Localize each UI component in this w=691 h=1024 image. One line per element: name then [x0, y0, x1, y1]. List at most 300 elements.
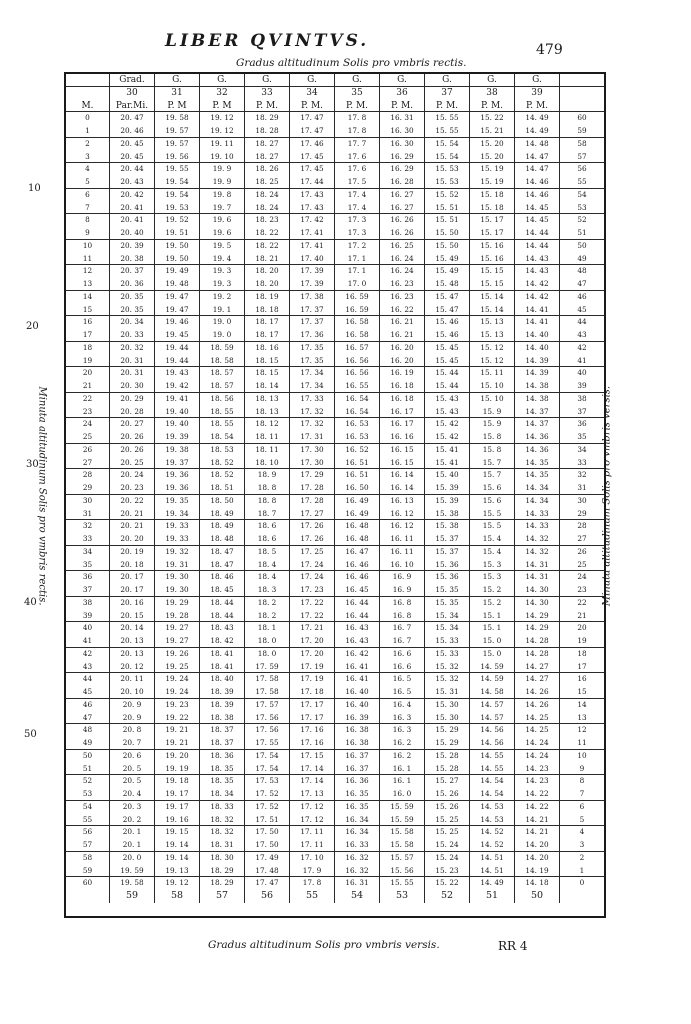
value-cell: 18. 22: [245, 227, 290, 240]
value-cell: 14. 27: [515, 673, 560, 686]
minute-cell: 1: [66, 125, 110, 138]
value-cell: 17. 10: [290, 852, 335, 865]
value-cell: 19. 2: [200, 291, 245, 304]
value-cell: 16. 37: [335, 750, 380, 763]
value-cell: 15. 11: [470, 367, 515, 380]
value-cell: 17. 52: [245, 801, 290, 814]
value-cell: 18. 44: [200, 610, 245, 623]
reverse-minute-cell: 46: [577, 291, 587, 301]
value-cell: 19. 0: [200, 316, 245, 329]
value-cell: 18. 10: [245, 457, 290, 470]
minute-cell: 25: [66, 431, 110, 444]
value-cell: 18. 47: [200, 546, 245, 559]
value-cell: 19. 48: [155, 278, 200, 291]
value-cell: 16. 19: [380, 367, 425, 380]
value-cell: 15. 44: [425, 380, 470, 393]
value-cell: 16. 0: [380, 788, 425, 801]
value-cell: 19. 21: [155, 737, 200, 750]
value-cell: 19. 30: [155, 571, 200, 584]
value-cell: 18. 27: [245, 151, 290, 164]
value-cell: 15. 38: [425, 508, 470, 521]
value-cell: 17. 34: [290, 367, 335, 380]
value-cell: 18. 43: [200, 622, 245, 635]
value-cell: 16. 17: [380, 418, 425, 431]
value-cell: 14. 47: [515, 151, 560, 164]
minute-cell: 37: [66, 584, 110, 597]
value-cell: 14. 39: [515, 355, 560, 368]
value-cell: 17. 23: [290, 584, 335, 597]
value-cell: 15. 6: [470, 495, 515, 508]
value-cell: 16. 26: [380, 227, 425, 240]
value-cell: 19. 42: [155, 380, 200, 393]
value-cell: 20. 11: [110, 673, 155, 686]
degree-label: G.: [470, 74, 515, 87]
value-cell: 15. 53: [425, 176, 470, 189]
running-title: LIBER QVINTVS.: [165, 31, 370, 51]
value-cell: 15. 13: [470, 329, 515, 342]
value-cell: 16. 6: [380, 661, 425, 674]
value-cell: 20. 14: [110, 622, 155, 635]
value-cell: 19. 40: [155, 418, 200, 431]
value-cell: 15. 43: [425, 406, 470, 419]
degree-label: G.: [290, 74, 335, 87]
minute-cell: 19: [66, 355, 110, 368]
value-cell: 19. 7: [200, 202, 245, 215]
value-cell: 18. 51: [200, 482, 245, 495]
value-cell: 15. 17: [470, 227, 515, 240]
value-cell: 14. 53: [470, 801, 515, 814]
value-cell: 17. 44: [290, 176, 335, 189]
value-cell: 17. 55: [245, 737, 290, 750]
reverse-minute-cell: 26: [577, 546, 587, 556]
unit-label: P. M.: [335, 100, 380, 113]
value-cell: 17. 47: [245, 877, 290, 890]
value-cell: 15. 6: [470, 482, 515, 495]
value-cell: 20. 1: [110, 839, 155, 852]
value-cell: 16. 15: [380, 444, 425, 457]
value-cell: 15. 34: [425, 622, 470, 635]
value-cell: 14. 44: [515, 240, 560, 253]
value-cell: 14. 48: [515, 138, 560, 151]
value-cell: 17. 45: [290, 151, 335, 164]
value-cell: 17. 26: [290, 520, 335, 533]
value-cell: 17. 57: [245, 699, 290, 712]
value-cell: 18. 6: [245, 533, 290, 546]
value-cell: 16. 30: [380, 125, 425, 138]
minute-cell: 45: [66, 686, 110, 699]
value-cell: 14. 35: [515, 469, 560, 482]
value-cell: 15. 51: [425, 202, 470, 215]
value-cell: 15. 5: [470, 520, 515, 533]
value-cell: 19. 56: [155, 151, 200, 164]
value-cell: 14. 21: [515, 826, 560, 839]
value-cell: 15. 3: [470, 571, 515, 584]
value-cell: 20. 13: [110, 635, 155, 648]
value-cell: 15. 47: [425, 291, 470, 304]
value-cell: 15. 32: [425, 673, 470, 686]
value-cell: 17. 59: [245, 661, 290, 674]
value-cell: 16. 9: [380, 584, 425, 597]
value-cell: 15. 32: [425, 661, 470, 674]
value-cell: 15. 50: [425, 240, 470, 253]
value-cell: 14. 46: [515, 189, 560, 202]
value-cell: 15. 22: [470, 112, 515, 125]
minute-cell: 57: [66, 839, 110, 852]
value-cell: 14. 30: [515, 584, 560, 597]
value-cell: 15. 37: [425, 546, 470, 559]
value-cell: 18. 27: [245, 138, 290, 151]
value-cell: 16. 4: [380, 699, 425, 712]
value-cell: 15. 55: [425, 125, 470, 138]
left-side-caption: Minuta altitudinum Solis pro vmbris rectis.: [36, 386, 48, 606]
unit-label: P. M.: [380, 100, 425, 113]
minute-cell: 59: [66, 865, 110, 878]
value-cell: 14. 43: [515, 253, 560, 266]
value-cell: 17. 47: [290, 112, 335, 125]
value-cell: 20. 41: [110, 214, 155, 227]
value-cell: 17. 43: [290, 202, 335, 215]
value-cell: 14. 27: [515, 661, 560, 674]
value-cell: 19. 32: [155, 546, 200, 559]
value-cell: 20. 37: [110, 265, 155, 278]
value-cell: 16. 27: [380, 202, 425, 215]
value-cell: 14. 56: [470, 737, 515, 750]
value-cell: 19. 27: [155, 635, 200, 648]
value-cell: 15. 35: [425, 584, 470, 597]
value-cell: 17. 14: [290, 775, 335, 788]
value-cell: 16. 3: [380, 712, 425, 725]
value-cell: 19. 5: [200, 240, 245, 253]
value-cell: 16. 59: [335, 304, 380, 317]
reverse-minute-cell: 53: [560, 202, 604, 215]
value-cell: 15. 21: [470, 125, 515, 138]
value-cell: 19. 49: [155, 265, 200, 278]
value-cell: 18. 56: [200, 393, 245, 406]
reverse-minute-cell: 39: [560, 380, 604, 393]
reverse-minute-cell: 17: [560, 661, 604, 674]
value-cell: 18. 13: [245, 406, 290, 419]
value-cell: 17. 6: [335, 151, 380, 164]
value-cell: 16. 11: [380, 546, 425, 559]
value-cell: 20. 0: [110, 852, 155, 865]
header-empty-cell: [560, 100, 604, 113]
value-cell: 14. 33: [515, 520, 560, 533]
value-cell: 17. 14: [290, 763, 335, 776]
value-cell: 17. 35: [290, 342, 335, 355]
value-cell: 15. 4: [470, 546, 515, 559]
value-cell: 14. 51: [470, 852, 515, 865]
value-cell: 15. 3: [470, 559, 515, 572]
value-cell: 20. 12: [110, 661, 155, 674]
minute-cell: 31: [66, 508, 110, 521]
value-cell: 14. 52: [470, 826, 515, 839]
value-cell: 14. 41: [515, 316, 560, 329]
value-cell: 20. 30: [110, 380, 155, 393]
value-cell: 17. 50: [245, 839, 290, 852]
value-cell: 18. 50: [200, 495, 245, 508]
value-cell: 15. 23: [425, 865, 470, 878]
value-cell: 18. 22: [245, 240, 290, 253]
value-cell: 16. 59: [335, 291, 380, 304]
reverse-minute-cell: 56: [577, 164, 587, 174]
value-cell: 15. 22: [425, 877, 470, 890]
value-cell: 16. 30: [380, 138, 425, 151]
reverse-minute-cell: 44: [577, 317, 587, 327]
value-cell: 18. 9: [245, 469, 290, 482]
value-cell: 15. 8: [470, 444, 515, 457]
right-side-caption: Minuta altitudinum Solis pro vmbris versis.: [601, 385, 613, 607]
value-cell: 20. 1: [110, 826, 155, 839]
value-cell: 14. 49: [470, 877, 515, 890]
page-number: 479: [536, 42, 563, 58]
value-cell: 17. 13: [290, 788, 335, 801]
reverse-minute-cell: 3: [560, 839, 604, 852]
value-cell: 14. 52: [470, 839, 515, 852]
value-cell: 18. 29: [200, 865, 245, 878]
value-cell: 19. 47: [155, 291, 200, 304]
value-cell: 15. 16: [470, 253, 515, 266]
value-cell: 14. 49: [515, 112, 560, 125]
value-cell: 20. 35: [110, 291, 155, 304]
value-cell: 16. 10: [380, 559, 425, 572]
value-cell: 16. 20: [380, 342, 425, 355]
value-cell: 18. 4: [245, 559, 290, 572]
value-cell: 18. 20: [245, 265, 290, 278]
value-cell: 15. 7: [470, 469, 515, 482]
minute-cell: 23: [66, 406, 110, 419]
minute-cell: 20: [66, 367, 110, 380]
value-cell: 18. 14: [245, 380, 290, 393]
value-cell: 14. 44: [515, 227, 560, 240]
value-cell: 16. 21: [380, 329, 425, 342]
minute-cell: 33: [66, 533, 110, 546]
value-cell: 14. 36: [515, 431, 560, 444]
reverse-minute-cell: 9: [560, 763, 604, 776]
value-cell: 15. 47: [425, 304, 470, 317]
value-cell: 19. 26: [155, 648, 200, 661]
value-cell: 14. 20: [515, 839, 560, 852]
reverse-minute-cell: 24: [577, 572, 587, 582]
minute-cell: 44: [66, 673, 110, 686]
value-cell: 19. 39: [155, 431, 200, 444]
degree-value: 33: [245, 87, 290, 100]
value-cell: 16. 47: [335, 546, 380, 559]
value-cell: 15. 5: [470, 508, 515, 521]
value-cell: 19. 53: [155, 202, 200, 215]
minute-cell: 40: [66, 622, 110, 635]
value-cell: 15. 0: [470, 635, 515, 648]
value-cell: 16. 14: [380, 469, 425, 482]
reverse-minute-cell: 42: [577, 342, 587, 352]
value-cell: 18. 57: [200, 380, 245, 393]
value-cell: 18. 55: [200, 418, 245, 431]
minute-cell: 38: [66, 597, 110, 610]
value-cell: 16. 2: [380, 750, 425, 763]
minute-cell: 55: [66, 814, 110, 827]
minute-cell: 42: [66, 648, 110, 661]
minute-cell: 56: [66, 826, 110, 839]
value-cell: 16. 8: [380, 597, 425, 610]
value-cell: 16. 18: [380, 393, 425, 406]
value-cell: 16. 43: [335, 622, 380, 635]
value-cell: 16. 34: [335, 826, 380, 839]
value-cell: 16. 36: [335, 775, 380, 788]
minute-cell: 60: [66, 877, 110, 890]
unit-label: P. M: [155, 100, 200, 113]
reverse-minute-cell: 31: [560, 482, 604, 495]
value-cell: 19. 46: [155, 316, 200, 329]
value-cell: 16. 41: [335, 661, 380, 674]
value-cell: 16. 48: [335, 533, 380, 546]
value-cell: 16. 18: [380, 380, 425, 393]
value-cell: 15. 12: [470, 342, 515, 355]
value-cell: 16. 23: [380, 278, 425, 291]
value-cell: 16. 7: [380, 635, 425, 648]
value-cell: 20. 21: [110, 520, 155, 533]
unit-label: P. M.: [290, 100, 335, 113]
footer-degree: 59: [110, 890, 155, 903]
value-cell: 15. 4: [470, 533, 515, 546]
value-cell: 18. 21: [245, 253, 290, 266]
degree-label: G.: [380, 74, 425, 87]
value-cell: 16. 9: [380, 571, 425, 584]
value-cell: 18. 24: [245, 189, 290, 202]
minute-cell: 3: [66, 151, 110, 164]
minute-cell: 27: [66, 457, 110, 470]
minute-cell: 6: [66, 189, 110, 202]
value-cell: 16. 40: [335, 686, 380, 699]
value-cell: 18. 8: [245, 495, 290, 508]
value-cell: 16. 41: [335, 673, 380, 686]
value-cell: 15. 15: [470, 278, 515, 291]
unit-label: P. M.: [245, 100, 290, 113]
value-cell: 19. 19: [155, 763, 200, 776]
value-cell: 18. 49: [200, 508, 245, 521]
value-cell: 16. 20: [380, 355, 425, 368]
value-cell: 16. 1: [380, 775, 425, 788]
value-cell: 19. 58: [110, 877, 155, 890]
minute-cell: 18: [66, 342, 110, 355]
value-cell: 17. 53: [245, 775, 290, 788]
value-cell: 16. 16: [380, 431, 425, 444]
value-cell: 18. 8: [245, 482, 290, 495]
value-cell: 17. 52: [245, 788, 290, 801]
value-cell: 19. 24: [155, 673, 200, 686]
value-cell: 16. 58: [335, 329, 380, 342]
value-cell: 17. 20: [290, 635, 335, 648]
degree-label: G.: [245, 74, 290, 87]
value-cell: 17. 19: [290, 673, 335, 686]
value-cell: 17. 11: [290, 839, 335, 852]
reverse-minute-cell: 14: [577, 699, 587, 709]
value-cell: 15. 13: [470, 316, 515, 329]
value-cell: 14. 55: [470, 763, 515, 776]
minute-cell: 54: [66, 801, 110, 814]
minute-header: M.: [66, 100, 110, 113]
value-cell: 15. 30: [425, 712, 470, 725]
value-cell: 16. 44: [335, 610, 380, 623]
value-cell: 16. 34: [335, 814, 380, 827]
reverse-minute-cell: 18: [577, 648, 587, 658]
value-cell: 18. 47: [200, 559, 245, 572]
minute-cell: 15: [66, 304, 110, 317]
value-cell: 16. 8: [380, 610, 425, 623]
value-cell: 16. 21: [380, 316, 425, 329]
reverse-minute-cell: 10: [577, 750, 587, 760]
value-cell: 18. 26: [245, 163, 290, 176]
value-cell: 17. 19: [290, 661, 335, 674]
value-cell: 19. 15: [155, 826, 200, 839]
value-cell: 17. 39: [290, 265, 335, 278]
value-cell: 20. 19: [110, 546, 155, 559]
value-cell: 19. 29: [155, 597, 200, 610]
value-cell: 14. 26: [515, 686, 560, 699]
unit-label: Par.Mi.: [110, 100, 155, 113]
value-cell: 17. 17: [290, 712, 335, 725]
value-cell: 20. 31: [110, 367, 155, 380]
value-cell: 18. 59: [200, 342, 245, 355]
value-cell: 17. 50: [245, 826, 290, 839]
minute-cell: 49: [66, 737, 110, 750]
value-cell: 19. 50: [155, 240, 200, 253]
value-cell: 14. 38: [515, 380, 560, 393]
footer-empty-cell: [560, 890, 604, 903]
value-cell: 19. 22: [155, 712, 200, 725]
value-cell: 14. 37: [515, 418, 560, 431]
value-cell: 15. 53: [425, 163, 470, 176]
value-cell: 14. 59: [470, 661, 515, 674]
value-cell: 19. 35: [155, 495, 200, 508]
degree-value: 35: [335, 87, 380, 100]
degree-value: 39: [515, 87, 560, 100]
minute-cell: 16: [66, 316, 110, 329]
value-cell: 14. 45: [515, 214, 560, 227]
value-cell: 17. 21: [290, 622, 335, 635]
value-cell: 20. 32: [110, 342, 155, 355]
value-cell: 18. 28: [245, 125, 290, 138]
value-cell: 17. 22: [290, 597, 335, 610]
reverse-minute-cell: 30: [577, 495, 587, 505]
value-cell: 18. 18: [245, 304, 290, 317]
reverse-minute-cell: 60: [577, 113, 587, 123]
value-cell: 17. 5: [335, 176, 380, 189]
margin-number: 20: [26, 321, 39, 332]
value-cell: 15. 19: [470, 176, 515, 189]
value-cell: 16. 49: [335, 495, 380, 508]
reverse-minute-cell: 25: [560, 559, 604, 572]
value-cell: 18. 38: [200, 712, 245, 725]
minute-cell: 14: [66, 291, 110, 304]
reverse-minute-cell: 13: [560, 712, 604, 725]
minute-cell: 11: [66, 253, 110, 266]
value-cell: 14. 34: [515, 482, 560, 495]
value-cell: 20. 6: [110, 750, 155, 763]
value-cell: 16. 25: [380, 240, 425, 253]
value-cell: 17. 58: [245, 686, 290, 699]
value-cell: 15. 36: [425, 571, 470, 584]
bottom-caption: Gradus altitudinum Solis pro vmbris versis.: [208, 939, 440, 951]
value-cell: 15. 40: [425, 469, 470, 482]
reverse-minute-cell: 27: [560, 533, 604, 546]
value-cell: 18. 52: [200, 469, 245, 482]
value-cell: 17. 27: [290, 508, 335, 521]
value-cell: 16. 27: [380, 189, 425, 202]
reverse-minute-cell: 59: [560, 125, 604, 138]
value-cell: 19. 57: [155, 138, 200, 151]
value-cell: 20. 33: [110, 329, 155, 342]
value-cell: 18. 2: [245, 597, 290, 610]
value-cell: 16. 46: [335, 571, 380, 584]
